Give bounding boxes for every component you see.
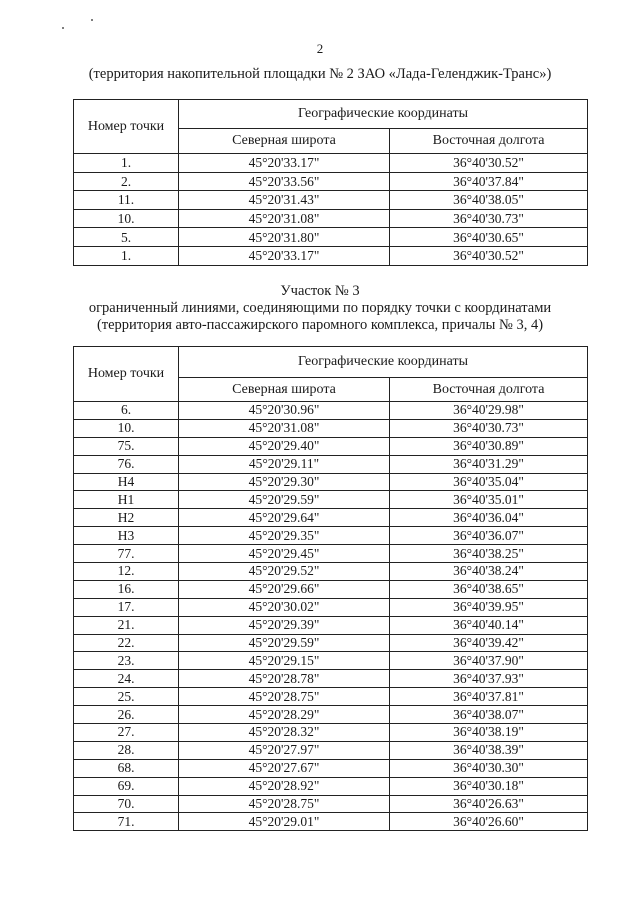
table-row bbox=[74, 813, 588, 831]
header-point-number: Номер точки bbox=[74, 100, 179, 154]
cell-north-latitude: 45°20'29.64" bbox=[179, 509, 390, 527]
cell-east-longitude: 36°40'39.95" bbox=[390, 598, 588, 616]
cell-north-latitude: 45°20'29.52" bbox=[179, 563, 390, 581]
cell-east-longitude: 36°40'38.05" bbox=[390, 191, 588, 210]
cell-point-number: 22. bbox=[74, 634, 179, 652]
cell-east-longitude: 36°40'37.84" bbox=[390, 172, 588, 191]
cell-north-latitude: 45°20'29.66" bbox=[179, 580, 390, 598]
cell-east-longitude: 36°40'37.93" bbox=[390, 670, 588, 688]
table-row bbox=[74, 724, 588, 742]
cell-north-latitude: 45°20'28.75" bbox=[179, 795, 390, 813]
cell-east-longitude: 36°40'30.89" bbox=[390, 437, 588, 455]
table-2-body bbox=[74, 402, 588, 831]
table-row bbox=[74, 616, 588, 634]
cell-east-longitude: 36°40'30.73" bbox=[390, 419, 588, 437]
table-row bbox=[74, 246, 588, 265]
cell-east-longitude: 36°40'36.07" bbox=[390, 527, 588, 545]
scan-speck bbox=[91, 19, 93, 21]
cell-point-number: 76. bbox=[74, 455, 179, 473]
cell-east-longitude: 36°40'38.25" bbox=[390, 545, 588, 563]
coordinates-table-2 bbox=[73, 346, 588, 831]
table-row bbox=[74, 491, 588, 509]
cell-north-latitude: 45°20'29.59" bbox=[179, 491, 390, 509]
section-1-title: (территория накопительной площадки № 2 ЗАО «Лада-Геленджик-Транс») bbox=[88, 66, 552, 82]
cell-north-latitude: 45°20'29.40" bbox=[179, 437, 390, 455]
cell-point-number: 23. bbox=[74, 652, 179, 670]
cell-point-number: 28. bbox=[74, 741, 179, 759]
cell-east-longitude: 36°40'35.01" bbox=[390, 491, 588, 509]
table-row bbox=[74, 509, 588, 527]
cell-north-latitude: 45°20'28.32" bbox=[179, 724, 390, 742]
table-row bbox=[74, 419, 588, 437]
cell-point-number: 70. bbox=[74, 795, 179, 813]
cell-east-longitude: 36°40'36.04" bbox=[390, 509, 588, 527]
table-1-body bbox=[74, 154, 588, 266]
header-north-latitude: Северная широта bbox=[179, 129, 390, 154]
cell-north-latitude: 45°20'33.17" bbox=[179, 246, 390, 265]
cell-point-number: 1. bbox=[74, 154, 179, 173]
cell-point-number: 11. bbox=[74, 191, 179, 210]
header-east-longitude: Восточная долгота bbox=[390, 378, 588, 402]
cell-point-number: Н2 bbox=[74, 509, 179, 527]
cell-point-number: 75. bbox=[74, 437, 179, 455]
table-row bbox=[74, 527, 588, 545]
cell-north-latitude: 45°20'31.08" bbox=[179, 209, 390, 228]
table-row bbox=[74, 741, 588, 759]
table-row bbox=[74, 455, 588, 473]
cell-east-longitude: 36°40'30.18" bbox=[390, 777, 588, 795]
cell-north-latitude: 45°20'31.80" bbox=[179, 228, 390, 247]
cell-north-latitude: 45°20'29.59" bbox=[179, 634, 390, 652]
cell-east-longitude: 36°40'29.98" bbox=[390, 402, 588, 420]
cell-east-longitude: 36°40'30.73" bbox=[390, 209, 588, 228]
header-point-number: Номер точки bbox=[74, 347, 179, 402]
table-row bbox=[74, 228, 588, 247]
cell-east-longitude: 36°40'38.07" bbox=[390, 706, 588, 724]
cell-north-latitude: 45°20'27.67" bbox=[179, 759, 390, 777]
table-row bbox=[74, 172, 588, 191]
table-row bbox=[74, 634, 588, 652]
header-geographic-coordinates: Географические координаты bbox=[179, 347, 588, 378]
cell-point-number: 21. bbox=[74, 616, 179, 634]
table-row bbox=[74, 191, 588, 210]
cell-east-longitude: 36°40'39.42" bbox=[390, 634, 588, 652]
table-row bbox=[74, 598, 588, 616]
cell-north-latitude: 45°20'30.02" bbox=[179, 598, 390, 616]
page-number: 2 bbox=[316, 41, 324, 56]
cell-east-longitude: 36°40'37.90" bbox=[390, 652, 588, 670]
header-east-longitude: Восточная долгота bbox=[390, 129, 588, 154]
table-row bbox=[74, 563, 588, 581]
cell-east-longitude: 36°40'31.29" bbox=[390, 455, 588, 473]
cell-east-longitude: 36°40'35.04" bbox=[390, 473, 588, 491]
cell-north-latitude: 45°20'29.01" bbox=[179, 813, 390, 831]
cell-north-latitude: 45°20'28.78" bbox=[179, 670, 390, 688]
cell-north-latitude: 45°20'28.75" bbox=[179, 688, 390, 706]
cell-north-latitude: 45°20'29.39" bbox=[179, 616, 390, 634]
cell-east-longitude: 36°40'26.63" bbox=[390, 795, 588, 813]
cell-north-latitude: 45°20'31.08" bbox=[179, 419, 390, 437]
cell-east-longitude: 36°40'30.52" bbox=[390, 246, 588, 265]
table-row bbox=[74, 545, 588, 563]
cell-point-number: 27. bbox=[74, 724, 179, 742]
cell-point-number: 5. bbox=[74, 228, 179, 247]
table-row bbox=[74, 209, 588, 228]
table-row bbox=[74, 402, 588, 420]
cell-point-number: 10. bbox=[74, 419, 179, 437]
cell-east-longitude: 36°40'30.52" bbox=[390, 154, 588, 173]
coordinates-table-1 bbox=[73, 99, 588, 266]
table-row bbox=[74, 580, 588, 598]
cell-east-longitude: 36°40'30.30" bbox=[390, 759, 588, 777]
table-row bbox=[74, 706, 588, 724]
cell-east-longitude: 36°40'38.19" bbox=[390, 724, 588, 742]
table-row bbox=[74, 670, 588, 688]
section-3-line-1: ограниченный линиями, соединяющими по порядку точки с координатами bbox=[88, 300, 552, 316]
cell-east-longitude: 36°40'38.39" bbox=[390, 741, 588, 759]
cell-north-latitude: 45°20'31.43" bbox=[179, 191, 390, 210]
table-row bbox=[74, 777, 588, 795]
cell-point-number: 10. bbox=[74, 209, 179, 228]
cell-north-latitude: 45°20'28.29" bbox=[179, 706, 390, 724]
cell-point-number: 6. bbox=[74, 402, 179, 420]
cell-east-longitude: 36°40'38.24" bbox=[390, 563, 588, 581]
table-row bbox=[74, 688, 588, 706]
cell-point-number: 16. bbox=[74, 580, 179, 598]
section-3-line-2: (территория авто-пассажирского паромного комплекса, причалы № 3, 4) bbox=[96, 317, 544, 333]
header-north-latitude: Северная широта bbox=[179, 378, 390, 402]
table-row bbox=[74, 795, 588, 813]
cell-east-longitude: 36°40'38.65" bbox=[390, 580, 588, 598]
cell-point-number: 1. bbox=[74, 246, 179, 265]
cell-north-latitude: 45°20'33.56" bbox=[179, 172, 390, 191]
cell-point-number: Н3 bbox=[74, 527, 179, 545]
cell-point-number: 17. bbox=[74, 598, 179, 616]
cell-point-number: 12. bbox=[74, 563, 179, 581]
cell-point-number: 25. bbox=[74, 688, 179, 706]
cell-north-latitude: 45°20'29.45" bbox=[179, 545, 390, 563]
cell-north-latitude: 45°20'29.35" bbox=[179, 527, 390, 545]
table-row bbox=[74, 759, 588, 777]
cell-north-latitude: 45°20'29.15" bbox=[179, 652, 390, 670]
table-row bbox=[74, 154, 588, 173]
cell-point-number: 26. bbox=[74, 706, 179, 724]
section-3-heading: Участок № 3 bbox=[280, 283, 360, 299]
cell-east-longitude: 36°40'30.65" bbox=[390, 228, 588, 247]
cell-north-latitude: 45°20'28.92" bbox=[179, 777, 390, 795]
cell-point-number: Н1 bbox=[74, 491, 179, 509]
cell-north-latitude: 45°20'33.17" bbox=[179, 154, 390, 173]
cell-east-longitude: 36°40'37.81" bbox=[390, 688, 588, 706]
cell-point-number: 71. bbox=[74, 813, 179, 831]
table-row bbox=[74, 652, 588, 670]
cell-point-number: 24. bbox=[74, 670, 179, 688]
cell-point-number: 77. bbox=[74, 545, 179, 563]
header-geographic-coordinates: Географические координаты bbox=[179, 100, 588, 129]
cell-east-longitude: 36°40'26.60" bbox=[390, 813, 588, 831]
cell-north-latitude: 45°20'29.30" bbox=[179, 473, 390, 491]
cell-point-number: Н4 bbox=[74, 473, 179, 491]
cell-north-latitude: 45°20'27.97" bbox=[179, 741, 390, 759]
table-row bbox=[74, 437, 588, 455]
cell-north-latitude: 45°20'30.96" bbox=[179, 402, 390, 420]
scan-speck bbox=[62, 27, 64, 29]
cell-point-number: 69. bbox=[74, 777, 179, 795]
cell-point-number: 68. bbox=[74, 759, 179, 777]
cell-east-longitude: 36°40'40.14" bbox=[390, 616, 588, 634]
table-row bbox=[74, 473, 588, 491]
cell-point-number: 2. bbox=[74, 172, 179, 191]
cell-north-latitude: 45°20'29.11" bbox=[179, 455, 390, 473]
